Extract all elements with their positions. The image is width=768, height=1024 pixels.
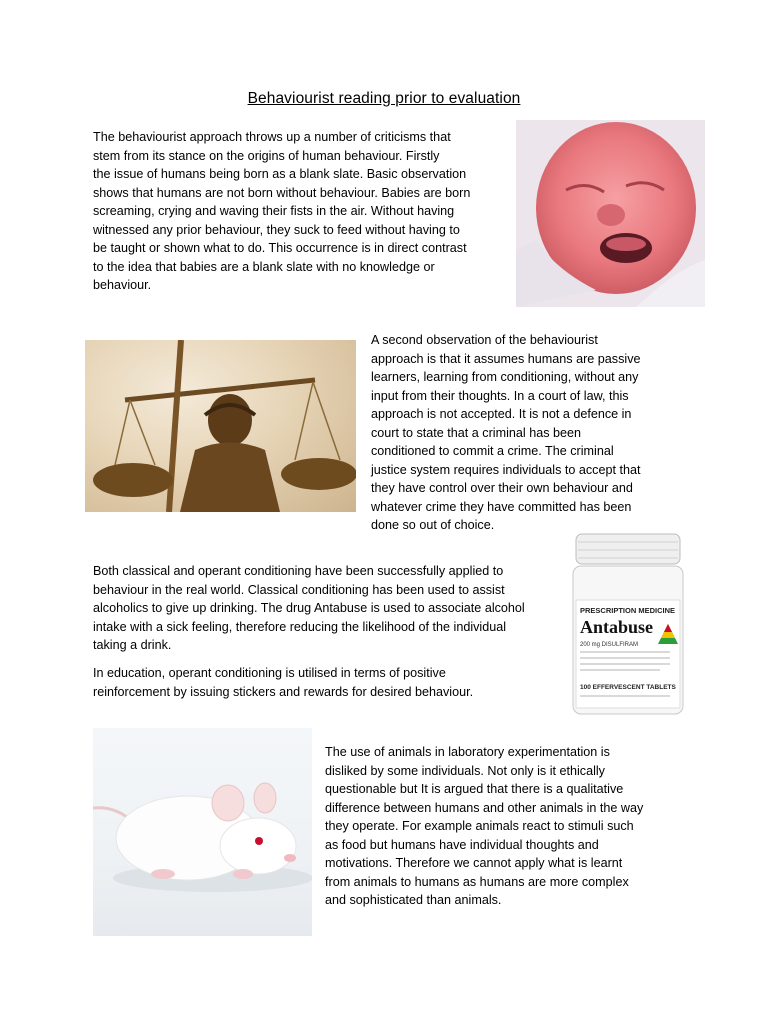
text-line: whatever crime they have committed has been (371, 499, 632, 514)
antabuse-bottle-image (570, 532, 685, 717)
text-line: stem from its stance on the origins of human behaviour. Firstly (93, 148, 440, 163)
text-line: behaviour in the real world. Classical conditioning has been used to assist (93, 582, 505, 597)
paragraph-operant-conditioning (93, 664, 473, 701)
text-line: from animals to humans as humans are more complex (325, 874, 629, 889)
white-mouse-image (93, 728, 312, 936)
text-line: disliked by some individuals. Not only is it ethically (325, 763, 605, 778)
text-line: conditioned to commit a crime. The criminal (371, 444, 614, 458)
text-line: and sophisticated than animals. (325, 893, 502, 907)
paragraph-blank-slate (93, 128, 470, 295)
text-line: to the idea that babies are a blank slate with no knowledge or (93, 259, 435, 274)
text-line: motivations. Therefore we cannot apply what is learnt (325, 856, 623, 870)
bottle-header-text: PRESCRIPTION MEDICINE (580, 606, 676, 615)
text-line: A second observation of the behaviourist (371, 333, 598, 347)
bottle-footer-text: 100 EFFERVESCENT TABLETS (580, 684, 676, 691)
bottle-brand-text: Antabuse (580, 617, 654, 637)
text-line: they have control over their own behaviour and (371, 481, 633, 495)
text-line: they operate. For example animals react to stimuli such (325, 819, 634, 833)
text-line: screaming, crying and waving their fists in the air. Without having (93, 204, 455, 218)
text-line: Both classical and operant conditioning have been successfully applied to (93, 564, 504, 578)
paragraph-classical-conditioning (93, 562, 525, 655)
text-line: behaviour. (93, 278, 152, 292)
text-line: witnessed any prior behaviour, they suck to feed without having to (93, 222, 460, 237)
text-line: In education, operant conditioning is utilised in terms of positive (93, 666, 446, 680)
text-line: approach is not accepted. It is not a defence in (371, 407, 632, 421)
text-line: The use of animals in laboratory experimentation is (325, 745, 610, 759)
lady-justice-image (85, 340, 356, 512)
crying-baby-image (516, 120, 705, 307)
text-line: questionable but It is argued that there is a qualitative (325, 782, 624, 796)
text-line: court to state that a criminal has been (371, 425, 582, 440)
text-line: reinforcement by issuing stickers and rewards for desired behaviour. (93, 684, 474, 699)
text-line: as food but humans have individual thoughts and (325, 837, 599, 852)
text-line: shows that humans are not born without behaviour. Babies are born (93, 185, 471, 200)
text-line: input from their thoughts. In a court of law, this (371, 388, 629, 403)
text-line: justice system requires individuals to accept that (371, 462, 641, 477)
text-line: taking a drink. (93, 638, 172, 652)
text-line: the issue of humans being born as a blank slate. Basic observation (93, 167, 467, 181)
text-line: The behaviourist approach throws up a number of criticisms that (93, 130, 451, 144)
text-line: done so out of choice. (371, 518, 495, 532)
paragraph-animal-research (325, 743, 643, 910)
bottle-strength-text: 200 mg DISULFIRAM (580, 642, 639, 648)
text-line: approach is that it assumes humans are passive (371, 351, 641, 366)
text-line: intake with a sick feeling, therefore reducing the likelihood of the individual (93, 619, 507, 634)
page-title: Behaviourist reading prior to evaluation (247, 90, 521, 107)
text-line: difference between humans and other animals in the way (325, 800, 644, 815)
text-line: alcoholics to give up drinking. The drug Antabuse is used to associate alcohol (93, 601, 525, 615)
paragraph-court-of-law (371, 331, 641, 535)
text-line: be taught or shown what to do. This occurrence is in direct contrast (93, 241, 467, 255)
text-line: learners, learning from conditioning, without any (371, 370, 639, 384)
